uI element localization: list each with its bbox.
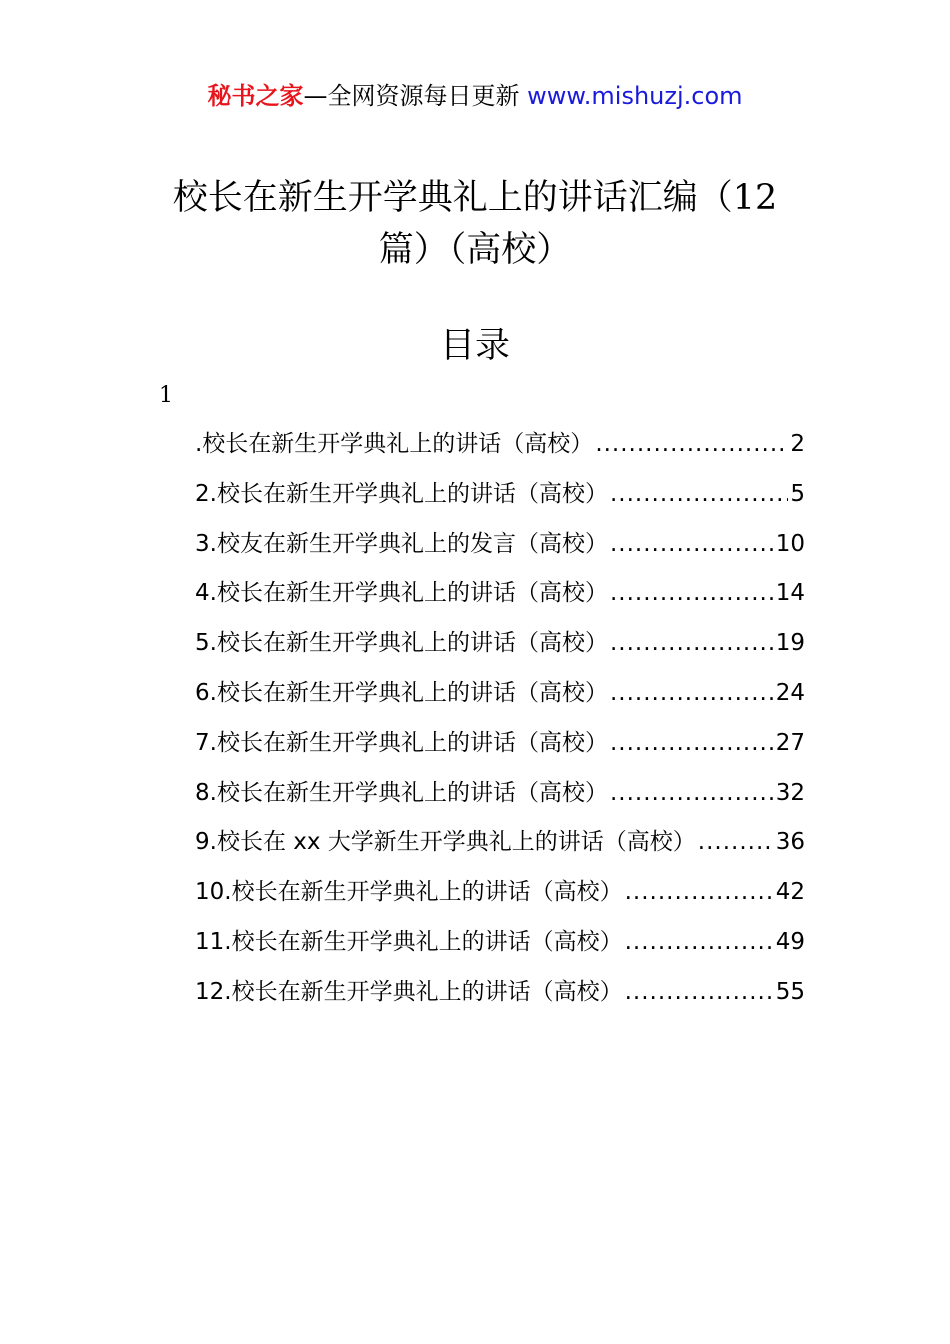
toc-entry-label: 7.校长在新生开学典礼上的讲话（高校）: [195, 729, 608, 756]
toc-entry-label: 2.校长在新生开学典礼上的讲话（高校）: [195, 480, 608, 507]
toc-entry[interactable]: [195, 868, 805, 918]
toc-entry-label: 4.校长在新生开学典礼上的讲话（高校）: [195, 580, 608, 607]
toc-heading: 目录: [439, 326, 510, 366]
toc-leader: [625, 968, 774, 1018]
toc-entry[interactable]: [195, 719, 805, 769]
toc-entry-page: 10: [775, 530, 805, 557]
toc-entry-page: 19: [775, 630, 805, 657]
stray-number: 1: [159, 383, 173, 408]
toc-leader: [698, 818, 774, 868]
toc-entry[interactable]: [195, 968, 805, 1018]
toc-entry-page: 5: [790, 480, 805, 507]
title-count: 12: [732, 178, 778, 218]
table-of-contents: [195, 420, 805, 1018]
toc-entry[interactable]: [195, 420, 805, 470]
toc-leader: [610, 719, 774, 769]
site-header: [0, 80, 950, 112]
toc-leader: [610, 470, 788, 520]
toc-entry-label: 8.校长在新生开学典礼上的讲话（高校）: [195, 779, 608, 806]
toc-leader: [610, 619, 774, 669]
toc-leader: [595, 420, 788, 470]
site-url-link[interactable]: www.mishuzj.com: [527, 82, 743, 110]
title-rest: 篇）（高校）: [378, 230, 572, 270]
toc-leader: [610, 520, 774, 570]
toc-entry-label: 11.校长在新生开学典礼上的讲话（高校）: [195, 928, 623, 955]
toc-entry[interactable]: [195, 470, 805, 520]
toc-leader: [610, 669, 774, 719]
toc-leader: [610, 569, 774, 619]
toc-entry-page: 24: [775, 679, 805, 706]
toc-entry-label: 5.校长在新生开学典礼上的讲话（高校）: [195, 630, 608, 657]
toc-entry-label: 9.校长在 xx 大学新生开学典礼上的讲话（高校）: [195, 829, 696, 856]
toc-entry-page: 36: [775, 829, 805, 856]
toc-entry-page: 49: [775, 928, 805, 955]
toc-entry-label: .校长在新生开学典礼上的讲话（高校）: [195, 431, 594, 457]
title-main: 校长在新生开学典礼上的讲话汇编（: [172, 178, 733, 218]
header-tagline: —全网资源每日更新: [303, 82, 520, 110]
toc-entry[interactable]: [195, 520, 805, 570]
toc-entry[interactable]: [195, 818, 805, 868]
toc-entry[interactable]: [195, 918, 805, 968]
toc-entry-page: 27: [775, 729, 805, 756]
toc-entry-page: 32: [775, 779, 805, 806]
toc-entry[interactable]: [195, 769, 805, 819]
toc-entry[interactable]: [195, 669, 805, 719]
toc-entry-label: 3.校友在新生开学典礼上的发言（高校）: [195, 530, 608, 557]
toc-entry-label: 12.校长在新生开学典礼上的讲话（高校）: [195, 978, 623, 1005]
toc-entry[interactable]: [195, 569, 805, 619]
document-title: [150, 172, 800, 276]
toc-entry-page: 2: [790, 431, 805, 457]
toc-leader: [625, 868, 774, 918]
toc-entry-page: 14: [775, 580, 805, 607]
toc-leader: [610, 769, 774, 819]
toc-entry-label: 10.校长在新生开学典礼上的讲话（高校）: [195, 879, 623, 906]
brand-name: 秘书之家: [207, 82, 304, 110]
toc-leader: [625, 918, 774, 968]
toc-entry[interactable]: [195, 619, 805, 669]
toc-entry-label: 6.校长在新生开学典礼上的讲话（高校）: [195, 679, 608, 706]
toc-entry-page: 42: [775, 879, 805, 906]
toc-entry-page: 55: [775, 978, 805, 1005]
